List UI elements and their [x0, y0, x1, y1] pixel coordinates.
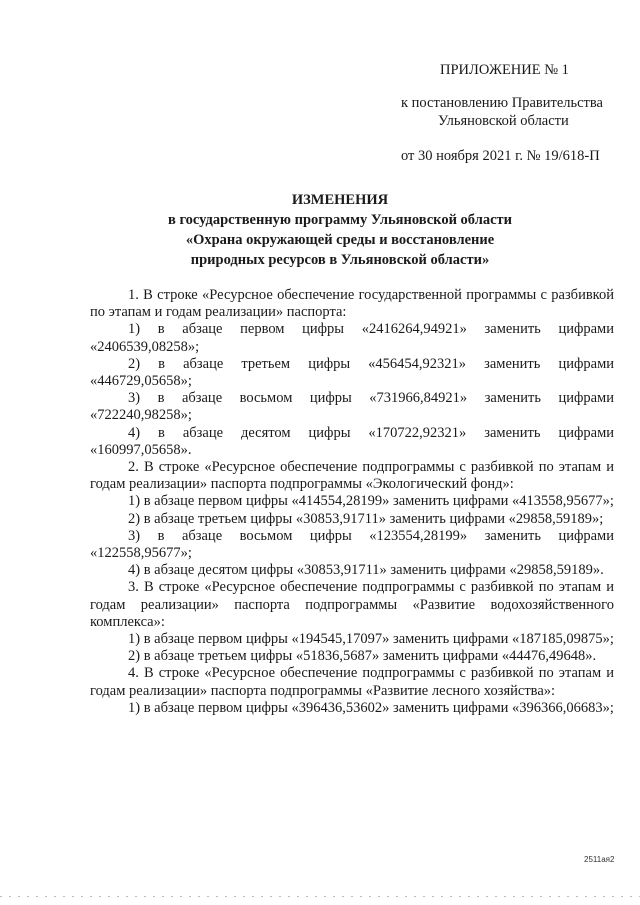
title-line-1: в государственную программу Ульяновской области: [167, 212, 512, 228]
subclause-paragraph: 2) в абзаце третьем цифры «30853,91711» заменить цифрами «29858,59189»;: [128, 510, 604, 527]
clause-paragraph: 2. В строке «Ресурсное обеспечение подпрограммы с разбивкой по этапам и годам реализации» паспорта подпрограммы «Экологический фонд»:: [90, 459, 614, 493]
clause-paragraph: 3. В строке «Ресурсное обеспечение подпрограммы с разбивкой по этапам и годам реализации» паспорта подпрограммы «Развитие водохозяйственного комплекса»:: [90, 579, 614, 630]
region-name: Ульяновской области: [438, 113, 569, 129]
page-stamp: 2511ая2: [584, 855, 615, 864]
document-title: [60, 190, 620, 270]
clause-paragraph: 1. В строке «Ресурсное обеспечение государственной программы с разбивкой по этапам и годам реализации» паспорта:: [90, 287, 614, 321]
title-line-2: «Охрана окружающей среды и восстановление: [185, 232, 495, 248]
subclause-paragraph: 1) в абзаце первом цифры «194545,17097» заменить цифрами «187185,09875»;: [128, 631, 614, 648]
clause-paragraph: 4. В строке «Ресурсное обеспечение подпрограммы с разбивкой по этапам и годам реализации» паспорта подпрограммы «Развитие лесного хозяйства»:: [90, 665, 614, 699]
subclause-paragraph: 1) в абзаце первом цифры «2416264,94921» заменить цифрами «2406539,08258»;: [90, 321, 614, 355]
scan-edge-noise: [0, 896, 640, 897]
resolution-date-number: от 30 ноября 2021 г. № 19/618-П: [401, 148, 600, 164]
subclause-paragraph: 4) в абзаце десятом цифры «170722,92321» заменить цифрами «160997,05658».: [90, 424, 614, 458]
resolution-ref: к постановлению Правительства: [401, 95, 603, 111]
subclause-paragraph: 4) в абзаце десятом цифры «30853,91711» заменить цифрами «29858,59189».: [128, 562, 604, 579]
subclause-paragraph: 2) в абзаце третьем цифры «51836,5687» заменить цифрами «44476,49648».: [128, 648, 597, 665]
title-heading: ИЗМЕНЕНИЯ: [291, 192, 389, 208]
title-line-3: природных ресурсов в Ульяновской области»: [190, 252, 490, 268]
appendix-label: ПРИЛОЖЕНИЕ № 1: [440, 62, 569, 78]
subclause-paragraph: 2) в абзаце третьем цифры «456454,92321» заменить цифрами «446729,05658»;: [90, 355, 614, 390]
document-body: [90, 287, 614, 717]
subclause-paragraph: 3) в абзаце восьмом цифры «731966,84921» заменить цифрами «722240,98258»;: [90, 390, 614, 424]
subclause-paragraph: 1) в абзаце первом цифры «414554,28199» заменить цифрами «413558,95677»;: [128, 493, 614, 510]
subclause-paragraph: 3) в абзаце восьмом цифры «123554,28199» заменить цифрами «122558,95677»;: [90, 527, 614, 562]
subclause-paragraph: 1) в абзаце первом цифры «396436,53602» заменить цифрами «396366,06683»;: [128, 699, 614, 716]
